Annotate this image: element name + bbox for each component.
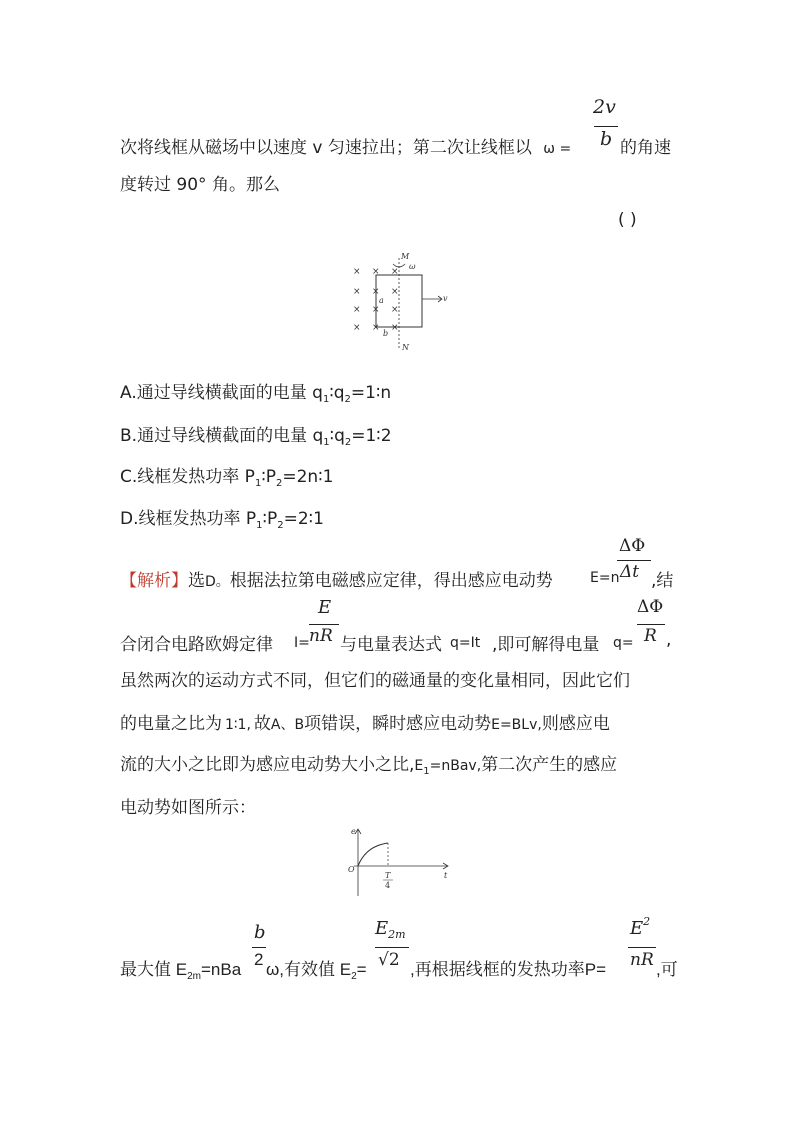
label-e: e [351, 827, 356, 836]
sqrt-two: √2 [378, 950, 400, 970]
current-lhs: I= [294, 635, 310, 651]
option-b: B.通过导线横截面的电量 $q_1∶q_2=1∶2$ [120, 426, 392, 448]
current-numerator: E [318, 597, 332, 618]
p-denominator: nR [630, 950, 654, 970]
solution-line-4: 的电量之比为 1∶1, 故A、B项错误，瞬时感应电动势E=BLv,则感应电 [120, 714, 610, 734]
fraction-bar [637, 624, 665, 625]
option-c: C.线框发热功率 $P_1∶P_2=2n∶1$ [120, 467, 334, 489]
coil-figure [345, 250, 455, 355]
charge-expression: q=It [450, 635, 481, 651]
omega-lhs: ω = [543, 141, 572, 157]
field-cross: × [391, 287, 399, 297]
fraction-bar [309, 624, 339, 625]
field-cross: × [353, 287, 361, 297]
field-cross: × [391, 267, 399, 277]
field-cross: × [391, 305, 399, 315]
label-t: t [444, 871, 448, 880]
solution-line-6: 电动势如图所示： [120, 798, 256, 818]
field-cross: × [353, 305, 361, 315]
omega-denominator: b [600, 128, 613, 150]
field-cross: × [372, 287, 380, 297]
fraction-bar [594, 126, 618, 127]
field-cross: × [353, 323, 361, 333]
answer-bracket: ( ) [618, 210, 637, 230]
label-o: O [348, 865, 355, 874]
charge-lhs: q= [613, 635, 634, 651]
field-cross: × [372, 267, 380, 277]
problem-line-1 [120, 133, 571, 158]
solution-line-5: 流的大小之比即为感应电动势大小之比$,E_1=nBav$,第二次产生的感应 [120, 755, 618, 777]
field-cross: × [353, 267, 361, 277]
b-denominator: 2 [254, 950, 264, 969]
emf-denominator: Δt [620, 562, 640, 582]
label-four: 4 [385, 881, 391, 890]
e2m-numerator: $E_{2m}$ [375, 918, 406, 941]
emf-graph [338, 826, 458, 898]
last-line-f: ,再根据线框的发热功率P= [410, 960, 607, 979]
label-v: v [443, 294, 448, 303]
charge-denominator: R [644, 626, 657, 646]
fraction-bar [252, 947, 266, 948]
last-line: 最大值 $E_{2m}=nBa$ [120, 960, 242, 982]
problem-line-1-pre: 次将线框从磁场中以速度 v 匀速拉出；第二次让线框以 [120, 138, 532, 158]
option-a: A.通过导线横截面的电量 $q_1∶q_2=1∶n$ [120, 383, 392, 405]
b-numerator: b [254, 922, 266, 943]
emf-numerator: ΔΦ [619, 536, 646, 556]
solution-line-2: 合闭合电路欧姆定律 [120, 635, 273, 655]
omega-numerator: 2v [593, 96, 616, 118]
fraction-bar [375, 947, 409, 948]
field-cross: × [372, 305, 380, 315]
solution-line-2-c: ,即可解得电量 [492, 635, 600, 655]
solution-line-1-end: ,结 [651, 571, 674, 591]
last-line-c: ω,有效值 $E_2=$ [266, 960, 367, 982]
last-line-g: ,可 [656, 960, 678, 979]
option-d: D.线框发热功率 $P_1∶P_2=2∶1$ [120, 509, 324, 531]
emf-curve [358, 843, 388, 866]
field-cross: × [372, 323, 380, 333]
label-b: b [383, 329, 389, 338]
fraction-bar [617, 560, 651, 561]
problem-line-1-post: 的角速 [620, 138, 671, 158]
label-omega: ω [409, 262, 416, 271]
label-a: a [379, 296, 384, 305]
fraction-bar [628, 947, 656, 948]
solution-line-3: 虽然两次的运动方式不同，但它们的磁通量的变化量相同，因此它们 [120, 671, 630, 691]
problem-line-2: 度转过 90° 角。那么 [120, 175, 280, 195]
label-period: T [385, 871, 391, 880]
field-cross: × [391, 323, 399, 333]
charge-numerator: ΔΦ [637, 597, 664, 617]
emf-lhs: E=n [590, 570, 620, 586]
label-m: M [401, 252, 410, 261]
solution-line-2-b: 与电量表达式 [340, 635, 442, 655]
solution-line-1: 【解析】选D。根据法拉第电磁感应定律，得出感应电动势 [120, 571, 553, 591]
p-numerator: $E^2$ [630, 915, 651, 939]
label-n: N [402, 343, 409, 352]
solution-line-2-end: , [666, 630, 672, 650]
current-denominator: nR [309, 626, 333, 646]
solution-tag: 【解析】 [120, 571, 188, 591]
